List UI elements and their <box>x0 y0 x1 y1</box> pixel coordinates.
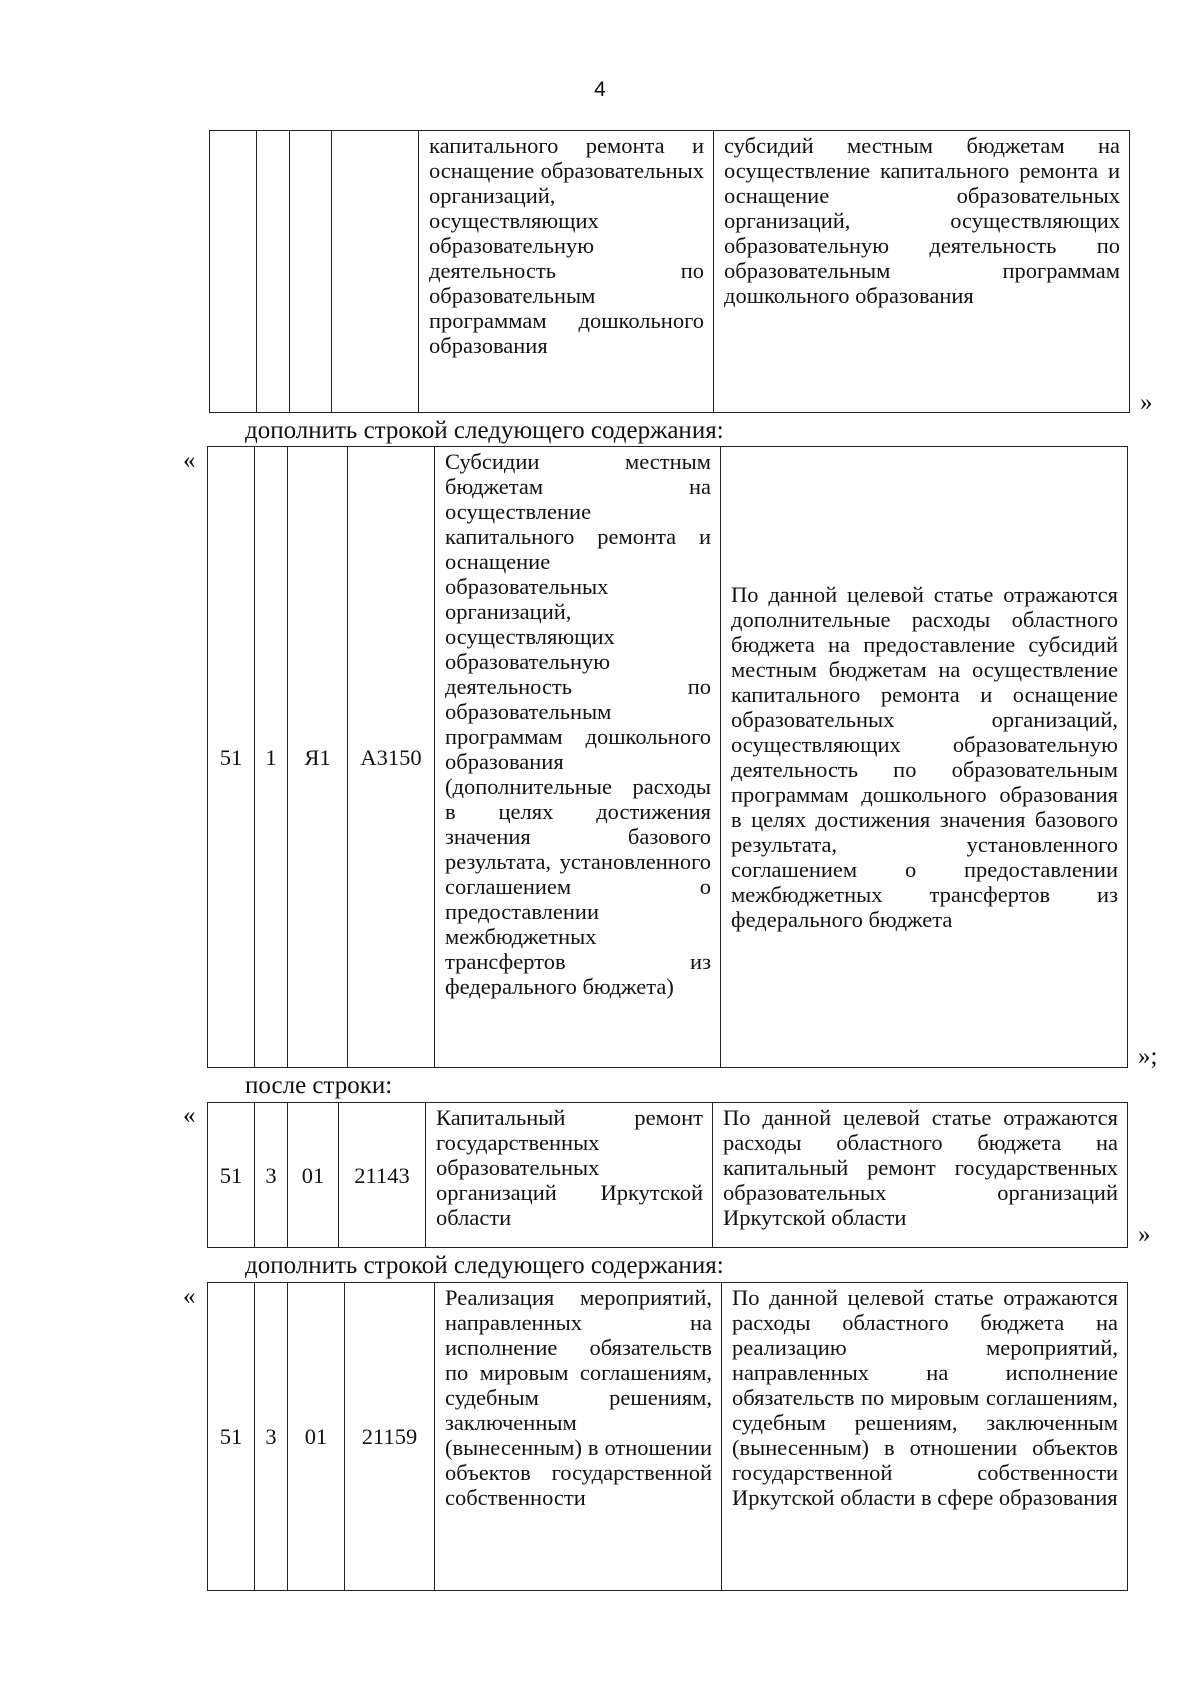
target-article-description: субсидий местным бюджетам на осуществление капитального ремонта и оснащение образовательных организаций, осуществляющих образовательную деятельность по образовательным программам дошкольного образования <box>714 131 1130 413</box>
table-new-row-a3150 <box>207 446 1128 1068</box>
code-subprogram: 3 <box>255 1103 288 1248</box>
amendment-instruction: дополнить строкой следующего содержания: <box>245 417 724 444</box>
code-program: 51 <box>208 447 255 1068</box>
target-article-name: Реализация мероприятий, направленных на исполнение обязательств по мировым соглашениям, судебным решениям, заключенным (вынесенным) в отношении объектов государственной собственности <box>435 1283 722 1591</box>
table-row <box>208 1103 1128 1248</box>
opening-quote: « <box>183 447 196 474</box>
table-row <box>208 1283 1128 1591</box>
target-article-name: Капитальный ремонт государственных образовательных организаций Иркутской области <box>426 1103 713 1248</box>
closing-quote: »; <box>1138 1043 1158 1070</box>
code-event: Я1 <box>288 447 348 1068</box>
closing-quote: » <box>1140 389 1153 416</box>
code-event: 01 <box>288 1283 345 1591</box>
code-subprogram <box>257 131 290 413</box>
code-direction: 21159 <box>345 1283 435 1591</box>
table-row <box>208 447 1128 1068</box>
code-program: 51 <box>208 1103 255 1248</box>
target-article-description: По данной целевой статье отражаются расходы областного бюджета на капитальный ремонт государственных образовательных организаций Иркутской области <box>713 1103 1128 1248</box>
code-direction <box>332 131 419 413</box>
amendment-instruction: после строки: <box>245 1072 393 1099</box>
amendment-instruction: дополнить строкой следующего содержания: <box>245 1252 724 1279</box>
code-subprogram: 1 <box>255 447 288 1068</box>
closing-quote: » <box>1138 1221 1151 1248</box>
table-existing-row-21143 <box>207 1102 1128 1248</box>
code-direction: А3150 <box>348 447 435 1068</box>
code-event <box>290 131 332 413</box>
table-continuation <box>209 130 1130 413</box>
code-direction: 21143 <box>339 1103 426 1248</box>
code-program <box>210 131 257 413</box>
target-article-description: По данной целевой статье отражаются дополнительные расходы областного бюджета на предоставление субсидий местным бюджетам на осуществление капитального ремонта и оснащение образовательных организаций, осуществляющих образовательную деятельность по образовательным программам дошкольного образования в целях достижения значения базового результата, установленного соглашением о предоставлении межбюджетных трансфертов из федерального бюджета <box>721 447 1128 1068</box>
code-program: 51 <box>208 1283 255 1591</box>
code-event: 01 <box>288 1103 339 1248</box>
target-article-description: По данной целевой статье отражаются расходы областного бюджета на реализацию мероприятий, направленных на исполнение обязательств по мировым соглашениям, судебным решениям, заключенным (вынесенным) в отношении объектов государственной собственности Иркутской области в сфере образования <box>722 1283 1128 1591</box>
target-article-name: капитального ремонта и оснащение образовательных организаций, осуществляющих образовательную деятельность по образовательным программам дошкольного образования <box>419 131 714 413</box>
target-article-name: Субсидии местным бюджетам на осуществление капитального ремонта и оснащение образовательных организаций, осуществляющих образовательную деятельность по образовательным программам дошкольного образования (дополнительные расходы в целях достижения значения базового результата, установленного соглашением о предоставлении межбюджетных трансфертов из федерального бюджета) <box>435 447 721 1068</box>
page-number: 4 <box>594 78 606 101</box>
opening-quote: « <box>183 1102 196 1129</box>
code-subprogram: 3 <box>255 1283 288 1591</box>
table-new-row-21159 <box>207 1282 1128 1591</box>
table-row <box>210 131 1130 413</box>
opening-quote: « <box>183 1283 196 1310</box>
